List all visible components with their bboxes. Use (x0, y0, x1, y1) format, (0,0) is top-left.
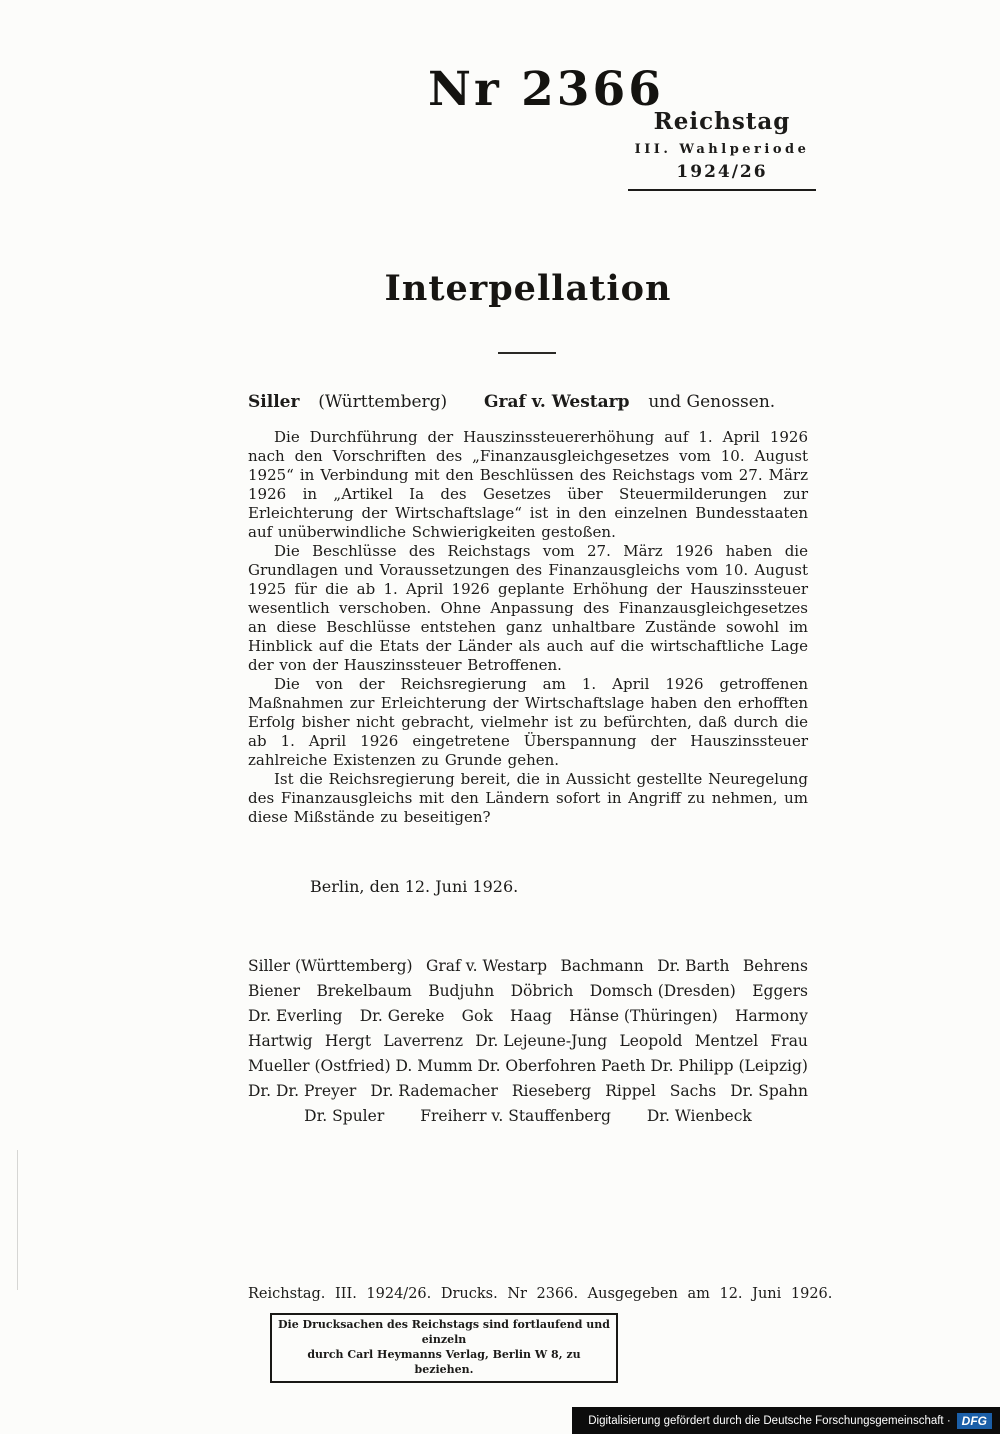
signatories-line (248, 979, 808, 1004)
signatory-name: Frau (770, 1032, 808, 1050)
signatory-name: Budjuhn (428, 982, 495, 1000)
publisher-notice-box (270, 1313, 618, 1383)
signatory-name: Dr. Gereke (359, 1007, 445, 1025)
signatory-name: Paeth (601, 1057, 646, 1075)
signatories-line (248, 1054, 808, 1079)
date-line: Berlin, den 12. Juni 1926. (310, 877, 519, 896)
signatory-name: Döbrich (510, 982, 574, 1000)
signatory-name: Dr. Dr. Preyer (248, 1082, 357, 1100)
signatory-name: Brekelbaum (316, 982, 412, 1000)
signatory-name: Dr. Philipp (Leipzig) (650, 1057, 808, 1075)
signatories-line (248, 954, 808, 979)
body-paragraph-4: Ist die Reichsregierung bereit, die in Aussicht gestellte Neuregelung des Finanzausgleichs mit den Ländern sofort in Angriff zu nehmen, um diese Mißstände zu beseitigen? (248, 770, 808, 826)
signatory-name: Dr. Wienbeck (646, 1107, 752, 1125)
document-number: Nr 2366 (428, 62, 664, 117)
digitization-credit-bar (572, 1407, 1000, 1434)
signatory-name: D. Mumm (395, 1057, 473, 1075)
document-body (248, 392, 808, 1129)
signatory-name: Hänse (Thüringen) (569, 1007, 718, 1025)
digitization-credit-text: Digitalisierung gefördert durch die Deutsche Forschungsgemeinschaft · (588, 1414, 951, 1427)
signatory-name: Eggers (752, 982, 808, 1000)
signatory-name: Dr. Oberfohren (477, 1057, 597, 1075)
header-block (628, 108, 816, 191)
signatories-line (248, 1104, 808, 1129)
publisher-notice-line-2: durch Carl Heymanns Verlag, Berlin W 8, zu beziehen. (307, 1347, 581, 1376)
signatory-name: Gok (461, 1007, 493, 1025)
signatory-name: Rippel (605, 1082, 656, 1100)
org-name: Reichstag (653, 108, 791, 135)
signatories-block (248, 954, 808, 1129)
signatory-name: Biener (248, 982, 301, 1000)
signatory-name: Freiherr v. Stauffenberg (420, 1107, 611, 1125)
authors-suffix: und Genossen. (648, 392, 776, 412)
author-name-westarp: Graf v. Westarp (483, 392, 630, 412)
signatory-name: Hartwig (248, 1032, 313, 1050)
body-paragraph-1: Die Durchführung der Hauszinssteuererhöhung auf 1. April 1926 nach den Vorschriften des „Finanzausgleichgesetzes vom 10. August 1925“ in Verbindung mit den Beschlüssen des Reichstags vom 27. März 1926 in „Artikel Ia des Gesetzes über Steuermilderungen zur Erleichterung der Wirtschaftslage“ ist in den einzelnen Bundesstaaten auf unüberwindliche Schwierigkeiten gestoßen. (248, 428, 808, 541)
signatory-name: Dr. Barth (657, 957, 730, 975)
wahlperiode-label: III. Wahlperiode (634, 142, 810, 157)
signatory-name: Behrens (742, 957, 808, 975)
signatories-line (248, 1029, 808, 1054)
body-paragraph-3: Die von der Reichsregierung am 1. April 1926 getroffenen Maßnahmen zur Erleichterung der Wirtschaftslage haben den erhofften Erfolg bisher nicht gebracht, vielmehr ist zu befürchten, daß durch die ab 1. April 1926 eingetretene Überspannung der Hauszinssteuer zahlreiche Existenzen zu Grunde gehen. (248, 675, 808, 769)
signatory-name: Bachmann (560, 957, 644, 975)
signatory-name: Dr. Rademacher (370, 1082, 498, 1100)
signatory-name: Dr. Everling (248, 1007, 343, 1025)
body-paragraph-2: Die Beschlüsse des Reichstags vom 27. März 1926 haben die Grundlagen und Voraussetzungen des Finanzausgleichs vom 10. August 1925 für die ab 1. April 1926 geplante Erhöhung der Hauszinssteuer wesentlich verschoben. Ohne Anpassung des Finanzausgleichgesetzes an diese Beschlüsse entstehen ganz unhaltbare Zustände sowohl im Hinblick auf die Etats der Länder als auch auf die wirtschaftliche Lage der von der Hauszinssteuer Betroffenen. (248, 542, 808, 674)
header-rule (628, 189, 816, 191)
signatory-name: Graf v. Westarp (426, 957, 548, 975)
signatory-name: Hergt (324, 1032, 372, 1050)
author-region: (Württemberg) (318, 392, 448, 412)
signatory-name: Laverrenz (383, 1032, 463, 1050)
dfg-logo: DFG (957, 1413, 992, 1429)
signatory-name: Domsch (Dresden) (589, 982, 736, 1000)
signatories-line (248, 1079, 808, 1104)
page-title: Interpellation (384, 268, 672, 309)
footer-imprint-line: Reichstag. III. 1924/26. Drucks. Nr 2366. Ausgegeben am 12. Juni 1926. (248, 1286, 833, 1302)
signatory-name: Sachs (669, 1082, 717, 1100)
signatory-name: Harmony (735, 1007, 808, 1025)
signatory-name: Haag (509, 1007, 552, 1025)
signatory-name: Siller (Württemberg) (248, 957, 413, 975)
signatory-name: Rieseberg (511, 1082, 592, 1100)
signatory-name: Leopold (619, 1032, 683, 1050)
signatories-line (248, 1004, 808, 1029)
author-name-siller: Siller (248, 392, 300, 412)
authors-line (248, 392, 808, 412)
signatory-name: Mueller (Ostfried) (248, 1057, 391, 1075)
scan-artifact (17, 1150, 18, 1290)
signatory-name: Dr. Spuler (304, 1107, 385, 1125)
publisher-notice-line-1: Die Drucksachen des Reichstags sind fortlaufend und einzeln (278, 1318, 610, 1346)
signatory-name: Mentzel (694, 1032, 759, 1050)
title-rule (498, 352, 556, 354)
period-years: 1924/26 (676, 162, 768, 182)
signatory-name: Dr. Lejeune-Jung (475, 1032, 608, 1050)
signatory-name: Dr. Spahn (730, 1082, 808, 1100)
